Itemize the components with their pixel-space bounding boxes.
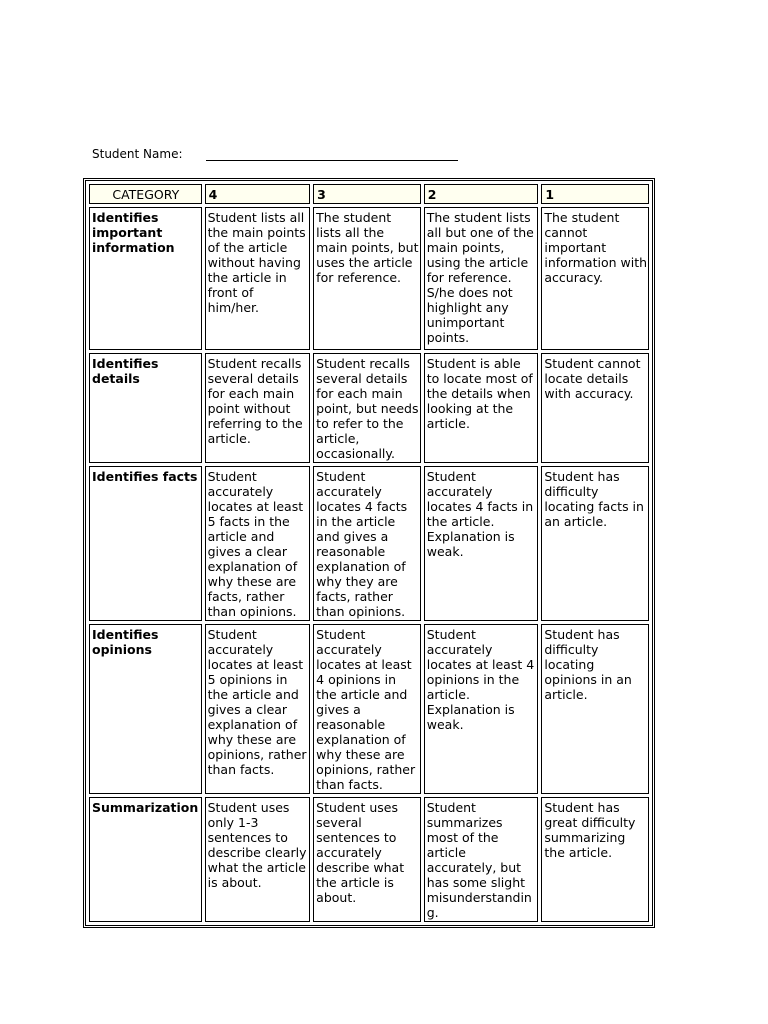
rubric-table [85, 180, 653, 926]
rubric-row-summarization [89, 797, 649, 922]
cell-score-3: Student accurately locates at least 4 opinions in the article and gives a reasonable explanation of why these are opinions, rather than facts. [313, 624, 421, 794]
cell-score-2: Student accurately locates at least 4 opinions in the article. Explanation is weak. [424, 624, 539, 794]
header-score-3: 3 [313, 184, 421, 204]
cell-score-4: Student lists all the main points of the article without having the article in front of him/her. [205, 207, 311, 350]
header-score-2: 2 [424, 184, 539, 204]
cell-score-2: The student lists all but one of the main points, using the article for reference. S/he does not highlight any unimportant points. [424, 207, 539, 350]
header-score-4: 4 [205, 184, 311, 204]
cell-score-4: Student uses only 1-3 sentences to describe clearly what the article is about. [205, 797, 311, 922]
header-category: CATEGORY [89, 184, 202, 204]
cell-score-2: Student summarizes most of the article accurately, but has some slight misunderstanding. [424, 797, 539, 922]
cell-score-3: Student accurately locates 4 facts in the article and gives a reasonable explanation of why they are facts, rather than opinions. [313, 466, 421, 621]
header-score-1: 1 [541, 184, 649, 204]
cell-score-4: Student recalls several details for each main point without referring to the article. [205, 353, 311, 463]
student-name-blank[interactable] [206, 146, 458, 161]
cell-score-1: The student cannot important information with accuracy. [541, 207, 649, 350]
rubric-row-details [89, 353, 649, 463]
cell-score-2: Student is able to locate most of the details when looking at the article. [424, 353, 539, 463]
cell-score-1: Student has great difficulty summarizing the article. [541, 797, 649, 922]
row-category: Identifies opinions [89, 624, 202, 794]
cell-score-4: Student accurately locates at least 5 facts in the article and gives a clear explanation of why these are facts, rather than opinions. [205, 466, 311, 621]
cell-score-3: Student recalls several details for each main point, but needs to refer to the article, occasionally. [313, 353, 421, 463]
cell-score-1: Student cannot locate details with accuracy. [541, 353, 649, 463]
student-name-line [92, 146, 458, 161]
cell-score-2: Student accurately locates 4 facts in the article. Explanation is weak. [424, 466, 539, 621]
row-category: Identifies important information [89, 207, 202, 350]
rubric-header-row [89, 184, 649, 204]
cell-score-3: Student uses several sentences to accurately describe what the article is about. [313, 797, 421, 922]
cell-score-1: Student has difficulty locating facts in an article. [541, 466, 649, 621]
cell-score-1: Student has difficulty locating opinions in an article. [541, 624, 649, 794]
row-category: Identifies details [89, 353, 202, 463]
rubric-row-opinions [89, 624, 649, 794]
student-name-label: Student Name: [92, 147, 183, 161]
row-category: Identifies facts [89, 466, 202, 621]
row-category: Summarization [89, 797, 202, 922]
cell-score-3: The student lists all the main points, but uses the article for reference. [313, 207, 421, 350]
rubric-row-important-information [89, 207, 649, 350]
rubric-row-facts [89, 466, 649, 621]
cell-score-4: Student accurately locates at least 5 opinions in the article and gives a clear explanation of why these are opinions, rather than facts. [205, 624, 311, 794]
